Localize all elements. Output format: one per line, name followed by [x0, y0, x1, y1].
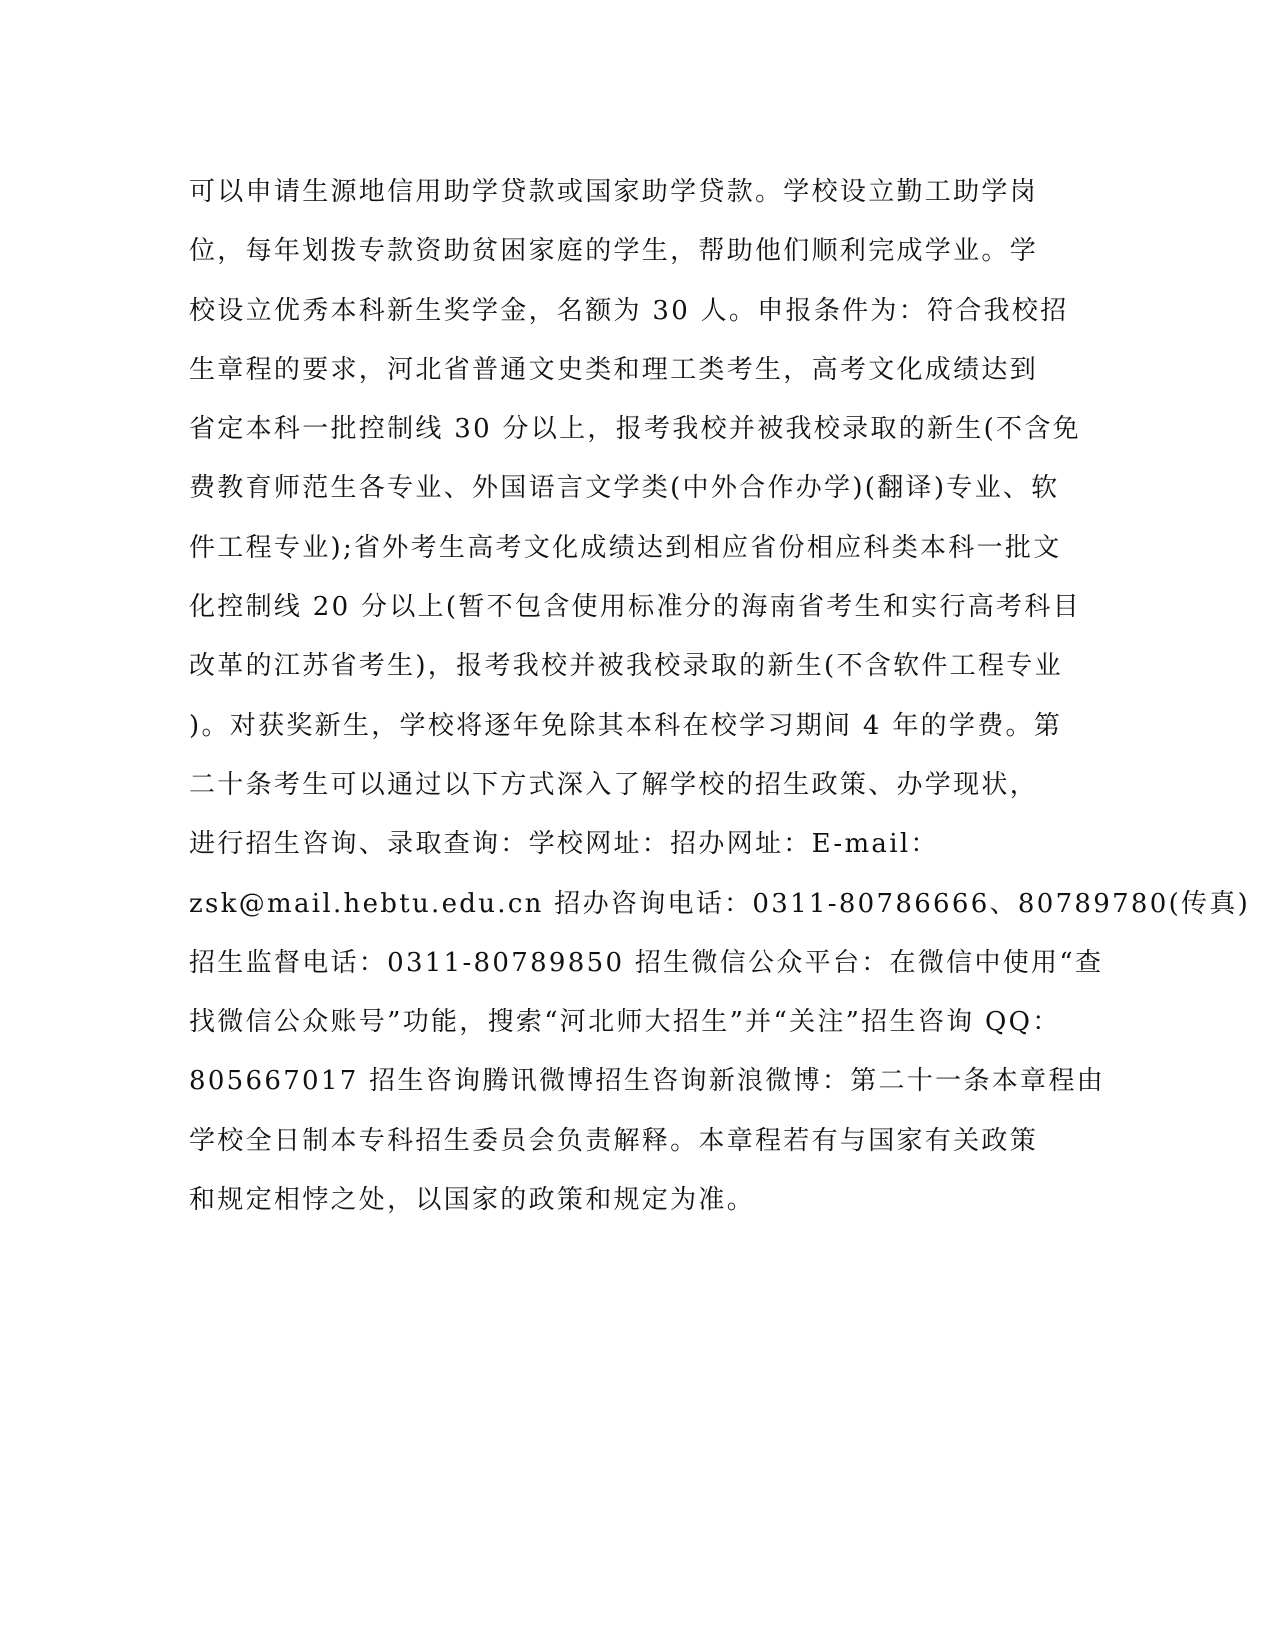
- text-line: 可以申请生源地信用助学贷款或国家助学贷款。学校设立勤工助学岗: [189, 177, 1039, 207]
- text-line: 找微信公众账号”功能，搜索“河北师大招生”并“关注”招生咨询 QQ：: [189, 1007, 1061, 1038]
- text-line: 二十条考生可以通过以下方式深入了解学校的招生政策、办学现状，: [189, 769, 1039, 800]
- text-line: zsk@mail.hebtu.edu.cn 招办咨询电话：0311-80786666、80789780(传真): [189, 888, 1251, 919]
- text-line: 件工程专业);省外考生高考文化成绩达到相应省份相应科类本科一批文: [189, 532, 1062, 563]
- text-line: 校设立优秀本科新生奖学金，名额为 30 人。申报条件为：符合我校招: [189, 295, 1069, 326]
- text-line: )。对获奖新生，学校将逐年免除其本科在校学习期间 4 年的学费。第: [189, 710, 1063, 741]
- text-line: 学校全日制本专科招生委员会负责解释。本章程若有与国家有关政策: [189, 1125, 1039, 1156]
- text-line: 改革的江苏省考生)，报考我校并被我校录取的新生(不含软件工程专业: [189, 651, 1063, 682]
- text-line: 省定本科一批控制线 30 分以上，报考我校并被我校录取的新生(不含免: [189, 414, 1081, 445]
- text-line: 招生监督电话：0311-80789850 招生微信公众平台：在微信中使用“查: [189, 947, 1104, 978]
- text-line: 化控制线 20 分以上(暂不包含使用标准分的海南省考生和实行高考科目: [189, 592, 1081, 623]
- text-line: 805667017 招生咨询腾讯微博招生咨询新浪微博：第二十一条本章程由: [189, 1066, 1105, 1097]
- text-line: 和规定相悖之处，以国家的政策和规定为准。: [189, 1185, 756, 1216]
- text-line: 位，每年划拨专款资助贫困家庭的学生，帮助他们顺利完成学业。学: [189, 236, 1039, 267]
- text-line: 生章程的要求，河北省普通文史类和理工类考生，高考文化成绩达到: [189, 354, 1039, 385]
- body-text: [189, 163, 1251, 1230]
- text-line: 费教育师范生各专业、外国语言文学类(中外合作办学)(翻译)专业、软: [189, 473, 1060, 504]
- text-line: 进行招生咨询、录取查询：学校网址：招办网址：E-mail：: [189, 829, 939, 860]
